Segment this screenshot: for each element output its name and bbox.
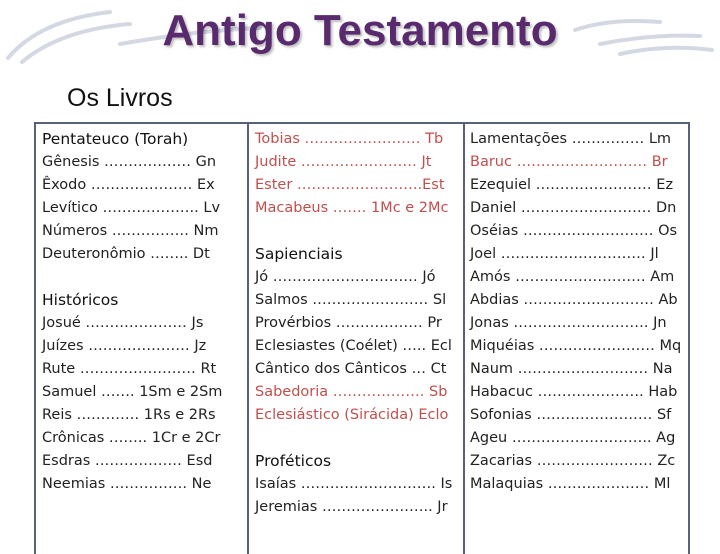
book-name: Jonas bbox=[470, 315, 509, 331]
leader-dots: ……………… bbox=[90, 453, 187, 469]
book-entry bbox=[470, 174, 678, 197]
leader-dots: ……………… bbox=[99, 154, 196, 170]
book-entry bbox=[470, 266, 678, 289]
book-abbreviation: Lv bbox=[203, 200, 221, 216]
section-heading-pentateuch: Pentateuco (Torah) bbox=[42, 130, 189, 148]
book-abbreviation: Sl bbox=[432, 292, 447, 308]
book-abbreviation: 1Mc e 2Mc bbox=[370, 200, 449, 216]
book-entry bbox=[470, 335, 682, 358]
book-name: Naum bbox=[470, 361, 514, 377]
book-entry bbox=[470, 312, 678, 335]
book-entry bbox=[42, 427, 242, 450]
column-3 bbox=[470, 128, 682, 496]
leader-dots: … bbox=[406, 361, 431, 377]
book-abbreviation: Ez bbox=[656, 177, 674, 193]
book-name: Isaías bbox=[255, 476, 297, 492]
leader-dots: ……………………… bbox=[513, 361, 653, 377]
book-abbreviation: Jr bbox=[437, 499, 448, 515]
book-name: Provérbios bbox=[255, 315, 332, 331]
book-name: Daniel bbox=[470, 200, 517, 216]
book-name: Jeremias bbox=[255, 499, 318, 515]
book-abbreviation: Hab bbox=[648, 384, 678, 400]
book-entry bbox=[470, 220, 678, 243]
section-heading-prophets: Proféticos bbox=[255, 452, 332, 470]
leader-dots: …………. bbox=[71, 407, 144, 423]
leader-dots: ………………… bbox=[543, 476, 654, 492]
book-entry bbox=[42, 381, 242, 404]
leader-dots: ……………… bbox=[331, 315, 428, 331]
book-abbreviation: Nm bbox=[193, 223, 219, 239]
book-name: Habacuc bbox=[470, 384, 534, 400]
book-abbreviation: Jz bbox=[194, 338, 207, 354]
leader-dots: ………………. bbox=[328, 384, 429, 400]
book-abbreviation: Ab bbox=[658, 292, 678, 308]
book-name: Números bbox=[42, 223, 108, 239]
book-name: Eclesiastes (Coélet) bbox=[255, 338, 398, 354]
book-name: Jó bbox=[255, 269, 269, 285]
book-abbreviation: Sf bbox=[656, 407, 672, 423]
book-abbreviation: Rt bbox=[200, 361, 217, 377]
leader-dots: …………………… bbox=[531, 407, 657, 423]
leader-dots: ……………………… bbox=[510, 269, 651, 285]
leader-dots: …………………….. bbox=[292, 177, 423, 193]
book-name: Tobias bbox=[255, 131, 300, 147]
book-abbreviation: Ml bbox=[653, 476, 671, 492]
book-entry bbox=[470, 151, 678, 174]
leader-dots: ………………… bbox=[83, 338, 195, 354]
book-entry bbox=[42, 243, 242, 266]
book-entry bbox=[255, 358, 461, 381]
book-name: Neemias bbox=[42, 476, 106, 492]
books-table bbox=[34, 122, 690, 554]
book-entry bbox=[470, 381, 678, 404]
book-name: Reis bbox=[42, 407, 72, 423]
book-name: Levítico bbox=[42, 200, 98, 216]
column-1 bbox=[42, 128, 242, 496]
book-entry bbox=[255, 289, 461, 312]
book-entry bbox=[470, 473, 678, 496]
book-entry bbox=[42, 473, 242, 496]
book-entry bbox=[42, 174, 242, 197]
section-heading-historical: Históricos bbox=[42, 291, 119, 309]
leader-dots: ……. bbox=[96, 384, 140, 400]
leader-dots: ………………… bbox=[86, 177, 197, 193]
book-abbreviation: Sb bbox=[429, 384, 448, 400]
book-entry bbox=[255, 151, 461, 174]
book-entry bbox=[42, 220, 242, 243]
leader-dots: ……………………… bbox=[518, 223, 659, 239]
book-abbreviation: Jn bbox=[653, 315, 667, 331]
leader-dots: ……………. bbox=[105, 476, 192, 492]
column-divider bbox=[247, 124, 249, 554]
book-abbreviation: Jl bbox=[650, 246, 659, 262]
book-entry bbox=[255, 404, 461, 427]
book-entry bbox=[255, 335, 461, 358]
column-divider bbox=[463, 124, 465, 554]
book-abbreviation: Dn bbox=[655, 200, 677, 216]
book-abbreviation: Ex bbox=[196, 177, 215, 193]
book-name: Êxodo bbox=[42, 177, 87, 193]
book-name: Josué bbox=[42, 315, 81, 331]
book-name: Sofonias bbox=[470, 407, 532, 423]
book-name: Ester bbox=[255, 177, 293, 193]
page-title: Antigo Testamento bbox=[162, 6, 558, 55]
book-entry bbox=[255, 266, 461, 289]
column-2 bbox=[255, 128, 461, 519]
leader-dots: …………………… bbox=[531, 177, 657, 193]
book-entry bbox=[42, 358, 242, 381]
book-entry bbox=[470, 243, 678, 266]
book-name: Gênesis bbox=[42, 154, 100, 170]
book-entry bbox=[470, 197, 678, 220]
book-entry bbox=[42, 312, 242, 335]
leader-dots: ….. bbox=[397, 338, 431, 354]
book-abbreviation: 1Rs e 2Rs bbox=[143, 407, 216, 423]
leader-dots: ………………… bbox=[80, 315, 192, 331]
book-abbreviation: Is bbox=[440, 476, 453, 492]
book-name: Deuteronômio bbox=[42, 246, 146, 262]
book-name: Malaquias bbox=[470, 476, 544, 492]
book-abbreviation: Ne bbox=[191, 476, 212, 492]
leader-dots: …….. bbox=[145, 246, 193, 262]
book-entry bbox=[255, 174, 461, 197]
book-entry bbox=[255, 312, 461, 335]
book-name: Lamentações bbox=[470, 131, 568, 147]
book-abbreviation: Os bbox=[658, 223, 678, 239]
book-entry bbox=[42, 151, 242, 174]
book-abbreviation: 1Sm e 2Sm bbox=[139, 384, 223, 400]
leader-dots: …………………… bbox=[534, 338, 660, 354]
book-name: Sabedoria bbox=[255, 384, 329, 400]
book-abbreviation: Eclo bbox=[418, 407, 449, 423]
book-name: Esdras bbox=[42, 453, 91, 469]
book-abbreviation: Ecl bbox=[430, 338, 452, 354]
leader-dots: ……………………… bbox=[516, 200, 656, 216]
book-entry bbox=[470, 289, 678, 312]
book-abbreviation: Br bbox=[651, 154, 668, 170]
leader-dots: ……………….. bbox=[97, 200, 204, 216]
book-entry bbox=[470, 358, 678, 381]
leader-dots: ……………………… bbox=[518, 292, 659, 308]
book-abbreviation: Gn bbox=[195, 154, 217, 170]
book-entry bbox=[470, 450, 678, 473]
book-entry bbox=[255, 128, 461, 151]
book-abbreviation: Jt bbox=[421, 154, 432, 170]
book-abbreviation: Am bbox=[650, 269, 675, 285]
book-abbreviation: Dt bbox=[192, 246, 210, 262]
leader-dots: …………………… bbox=[532, 453, 658, 469]
leader-dots: ………………………… bbox=[268, 269, 423, 285]
book-abbreviation: Esd bbox=[186, 453, 213, 469]
leader-dots: …………… bbox=[567, 131, 649, 147]
leader-dots: …….. bbox=[104, 430, 152, 446]
leader-dots: …………………… bbox=[299, 131, 426, 147]
book-name: Ezequiel bbox=[470, 177, 532, 193]
book-name: Juízes bbox=[42, 338, 84, 354]
book-name: Macabeus bbox=[255, 200, 329, 216]
leader-dots: ………………………. bbox=[508, 315, 654, 331]
book-entry bbox=[42, 450, 242, 473]
book-name: Miquéias bbox=[470, 338, 535, 354]
book-abbreviation: Lm bbox=[648, 131, 672, 147]
book-name: Abdias bbox=[470, 292, 519, 308]
leader-dots: ……………. bbox=[107, 223, 194, 239]
book-entry bbox=[470, 404, 678, 427]
book-abbreviation: Mq bbox=[659, 338, 682, 354]
leader-dots: …………………… bbox=[307, 292, 433, 308]
book-entry bbox=[255, 473, 461, 496]
leader-dots: ……. bbox=[328, 200, 371, 216]
book-name: Baruc bbox=[470, 154, 512, 170]
leader-dots: ……………………… bbox=[511, 154, 652, 170]
book-abbreviation: Na bbox=[652, 361, 673, 377]
book-name: Oséias bbox=[470, 223, 519, 239]
leader-dots: ………………………. bbox=[296, 476, 441, 492]
book-entry bbox=[42, 335, 242, 358]
book-name: Zacarias bbox=[470, 453, 533, 469]
book-abbreviation: Ag bbox=[656, 430, 676, 446]
book-name: Crônicas bbox=[42, 430, 105, 446]
book-abbreviation: Zc bbox=[657, 453, 676, 469]
leader-dots: ………………………… bbox=[496, 246, 651, 262]
book-entry bbox=[42, 404, 242, 427]
leader-dots: ………………….. bbox=[317, 499, 438, 515]
book-entry bbox=[255, 496, 461, 519]
book-abbreviation: Est bbox=[422, 177, 445, 193]
book-abbreviation: Pr bbox=[427, 315, 442, 331]
book-name: Amós bbox=[470, 269, 511, 285]
book-name: Rute bbox=[42, 361, 76, 377]
leader-dots: …………………. bbox=[533, 384, 649, 400]
book-abbreviation: Ct bbox=[430, 361, 447, 377]
leader-dots: …………………… bbox=[75, 361, 201, 377]
leader-dots: ……………………….. bbox=[507, 430, 657, 446]
book-name: Samuel bbox=[42, 384, 97, 400]
book-entry bbox=[470, 128, 678, 151]
book-name: Salmos bbox=[255, 292, 308, 308]
book-entry bbox=[42, 197, 242, 220]
book-name: Ageu bbox=[470, 430, 508, 446]
book-abbreviation: Tb bbox=[425, 131, 444, 147]
book-name: Eclesiástico (Sirácida) bbox=[255, 407, 414, 423]
page-subtitle: Os Livros bbox=[67, 84, 173, 112]
section-heading-wisdom: Sapienciais bbox=[255, 245, 343, 263]
book-name: Joel bbox=[470, 246, 497, 262]
book-entry bbox=[255, 381, 461, 404]
book-entry bbox=[255, 197, 461, 220]
book-abbreviation: 1Cr e 2Cr bbox=[151, 430, 221, 446]
book-abbreviation: Js bbox=[191, 315, 204, 331]
book-name: Cântico dos Cânticos bbox=[255, 361, 407, 377]
book-abbreviation: Jó bbox=[422, 269, 436, 285]
book-name: Judite bbox=[255, 154, 297, 170]
book-entry bbox=[470, 427, 678, 450]
leader-dots: …………………… bbox=[296, 154, 422, 170]
